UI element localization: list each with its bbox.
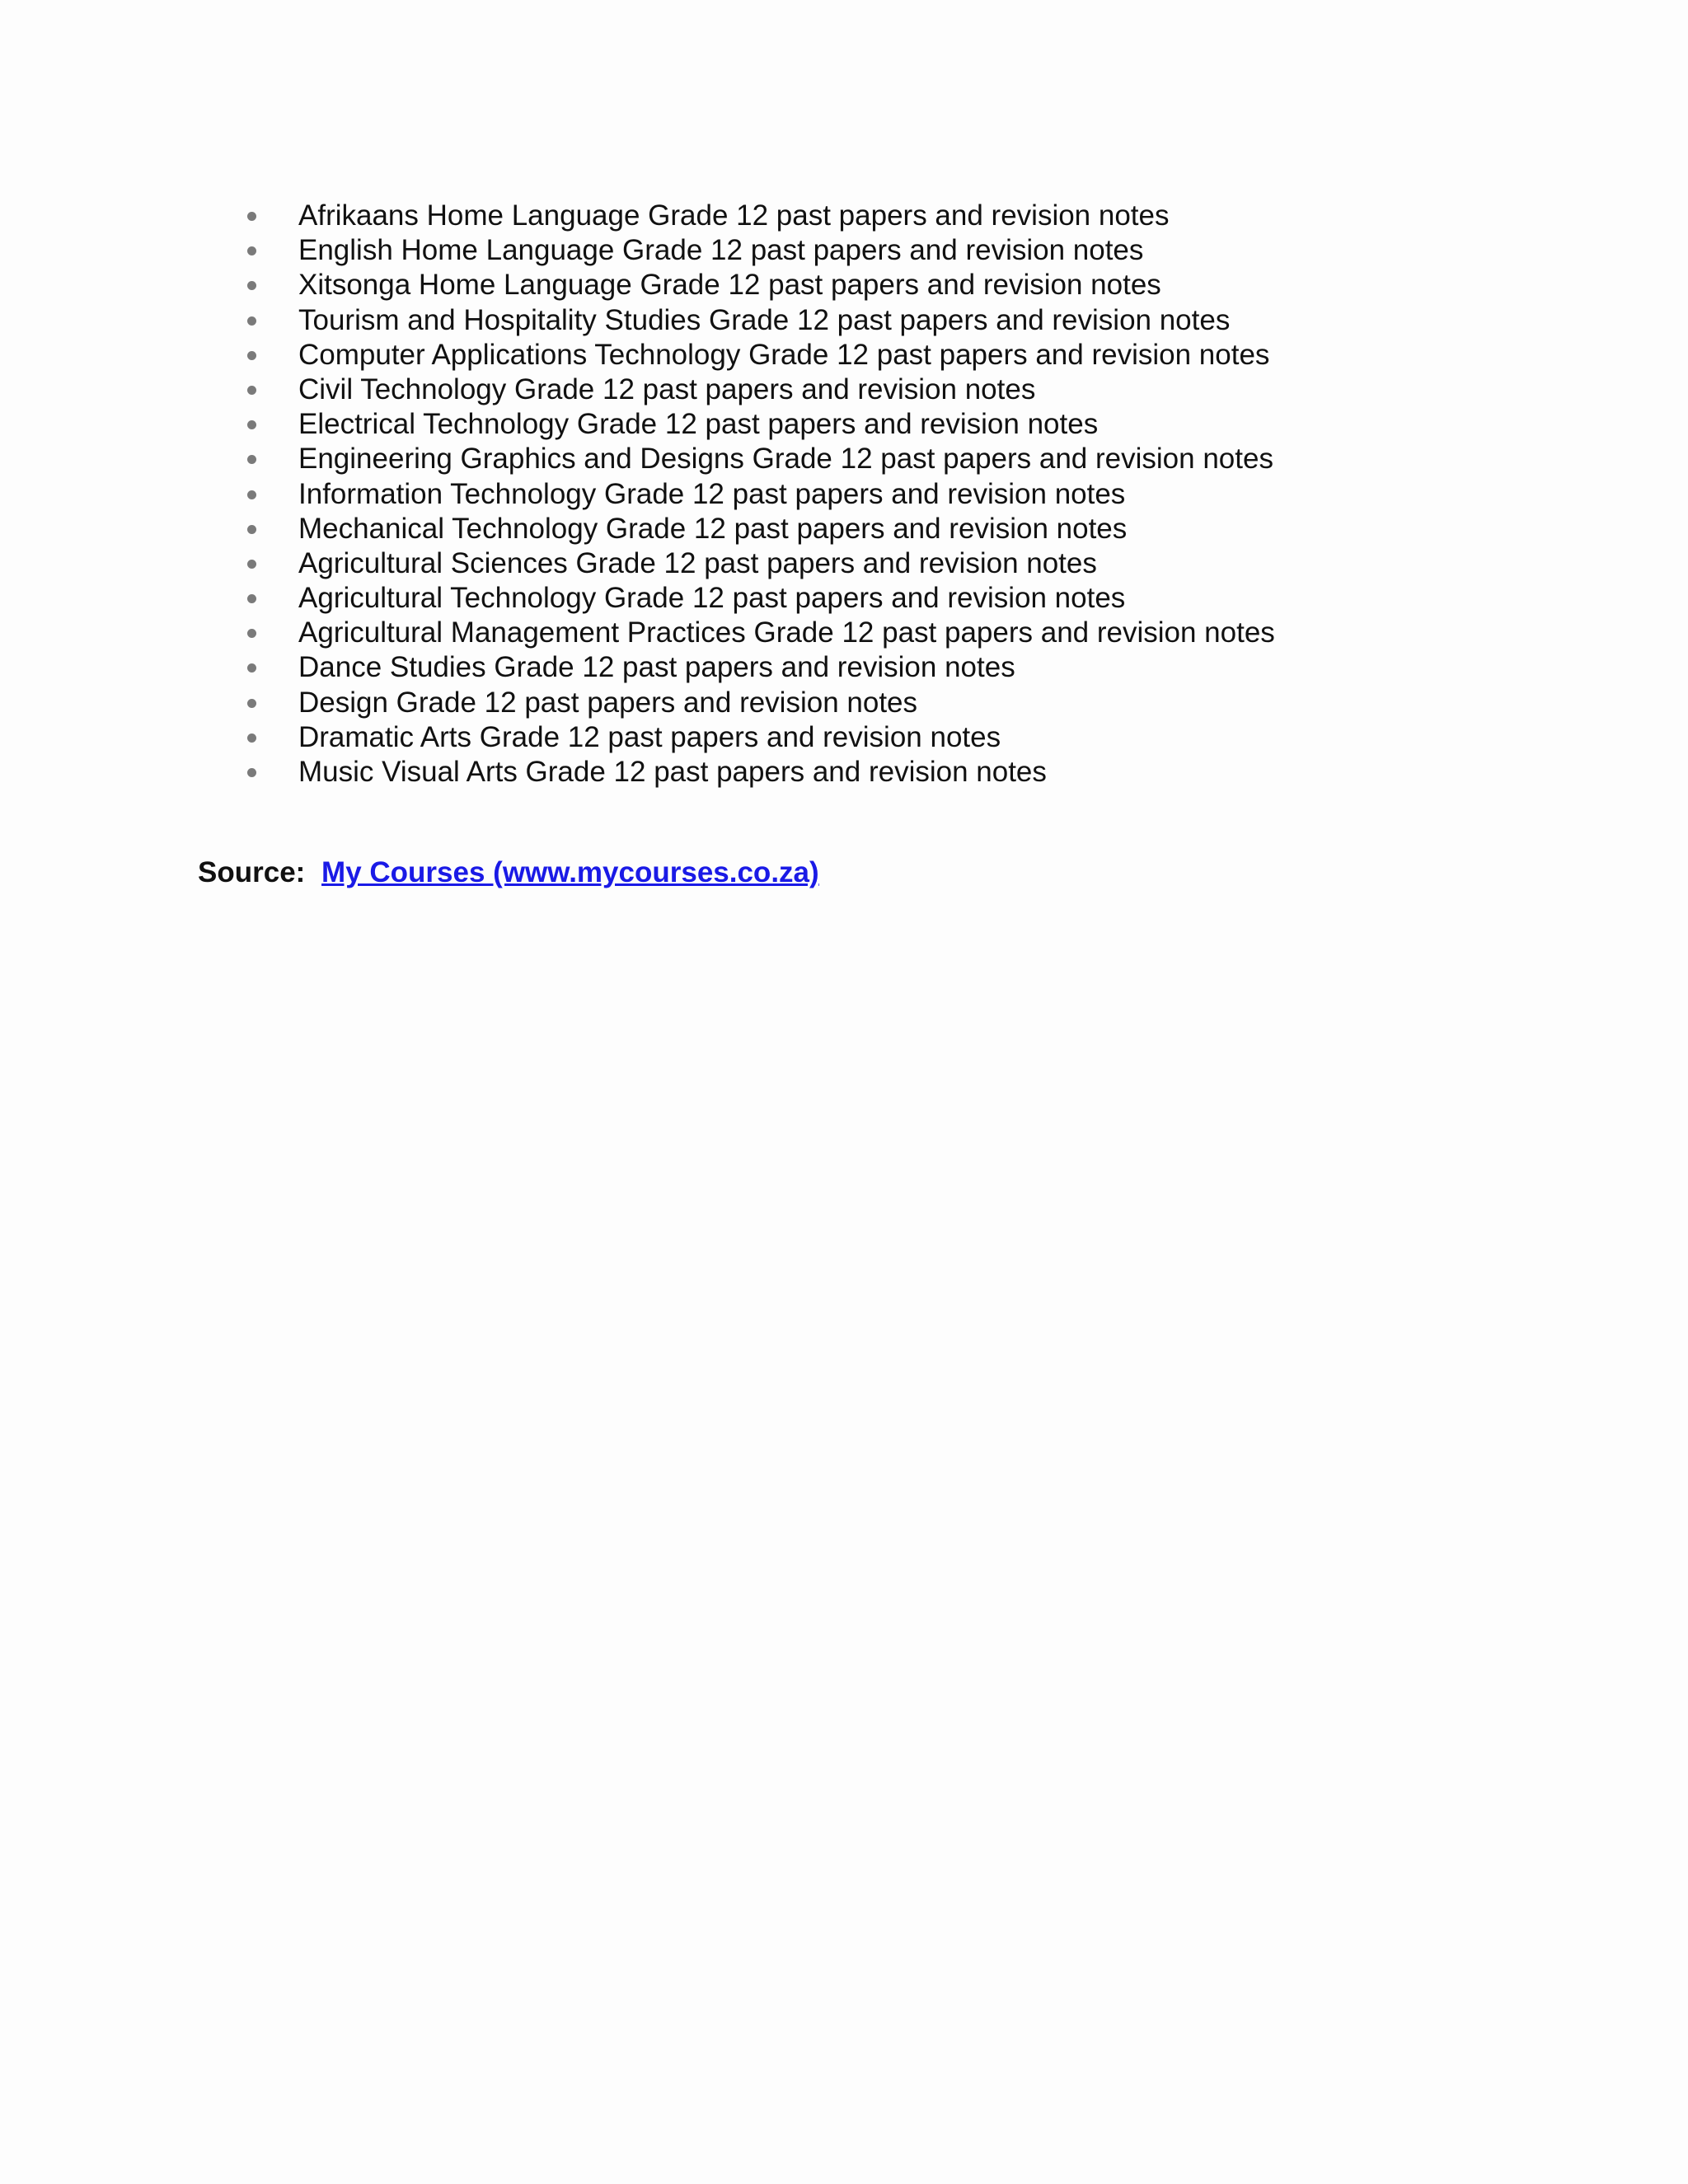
list-item-text: Agricultural Technology Grade 12 past papers and revision notes (298, 582, 1126, 615)
list-item-text: Agricultural Sciences Grade 12 past papers and revision notes (298, 546, 1097, 579)
bullet-icon (247, 420, 256, 429)
bullet-icon (247, 629, 256, 638)
source-link[interactable]: My Courses (www.mycourses.co.za) (321, 856, 819, 888)
list-item-text: Dramatic Arts Grade 12 past papers and revision notes (298, 720, 1001, 753)
subject-list (247, 199, 1275, 790)
list-item (247, 338, 1275, 373)
list-item-text: Xitsonga Home Language Grade 12 past papers and revision notes (298, 269, 1161, 302)
bullet-icon (247, 281, 256, 290)
list-item (247, 581, 1275, 616)
list-item (247, 268, 1275, 302)
bullet-icon (247, 246, 256, 255)
list-item (247, 199, 1275, 233)
list-item-text: Afrikaans Home Language Grade 12 past papers and revision notes (298, 199, 1170, 232)
list-item (247, 720, 1275, 755)
list-item (247, 233, 1275, 268)
bullet-icon (247, 768, 256, 777)
bullet-icon (247, 699, 256, 708)
list-item (247, 303, 1275, 338)
list-item-text: Computer Applications Technology Grade 12 past papers and revision notes (298, 338, 1270, 371)
list-item (247, 477, 1275, 512)
bullet-icon (247, 663, 256, 673)
list-item (247, 407, 1275, 442)
list-item-text: Music Visual Arts Grade 12 past papers and revision notes (298, 756, 1047, 788)
list-item (247, 512, 1275, 546)
list-item (247, 373, 1275, 407)
bullet-icon (247, 525, 256, 534)
list-item (247, 546, 1275, 581)
bullet-icon (247, 594, 256, 603)
list-item (247, 442, 1275, 476)
list-item-text: English Home Language Grade 12 past papers and revision notes (298, 234, 1144, 267)
list-item-text: Engineering Graphics and Designs Grade 12 past papers and revision notes (298, 443, 1273, 476)
list-item (247, 616, 1275, 650)
source-line (198, 855, 819, 890)
list-item-text: Civil Technology Grade 12 past papers and revision notes (298, 373, 1036, 405)
bullet-icon (247, 490, 256, 499)
list-item-text: Mechanical Technology Grade 12 past papers and revision notes (298, 512, 1128, 545)
list-item (247, 755, 1275, 790)
list-item-text: Tourism and Hospitality Studies Grade 12 past papers and revision notes (298, 303, 1231, 336)
list-item (247, 650, 1275, 685)
bullet-icon (247, 351, 256, 360)
list-item-text: Electrical Technology Grade 12 past papers and revision notes (298, 408, 1099, 441)
bullet-icon (247, 733, 256, 743)
list-item-text: Dance Studies Grade 12 past papers and revision notes (298, 651, 1015, 684)
list-item-text: Design Grade 12 past papers and revision notes (298, 686, 918, 719)
source-label: Source: (198, 856, 306, 888)
list-item-text: Information Technology Grade 12 past papers and revision notes (298, 477, 1126, 510)
bullet-icon (247, 386, 256, 395)
bullet-icon (247, 560, 256, 569)
list-item-text: Agricultural Management Practices Grade 12 past papers and revision notes (298, 616, 1275, 649)
list-item (247, 686, 1275, 720)
bullet-icon (247, 316, 256, 326)
bullet-icon (247, 212, 256, 221)
bullet-icon (247, 455, 256, 464)
